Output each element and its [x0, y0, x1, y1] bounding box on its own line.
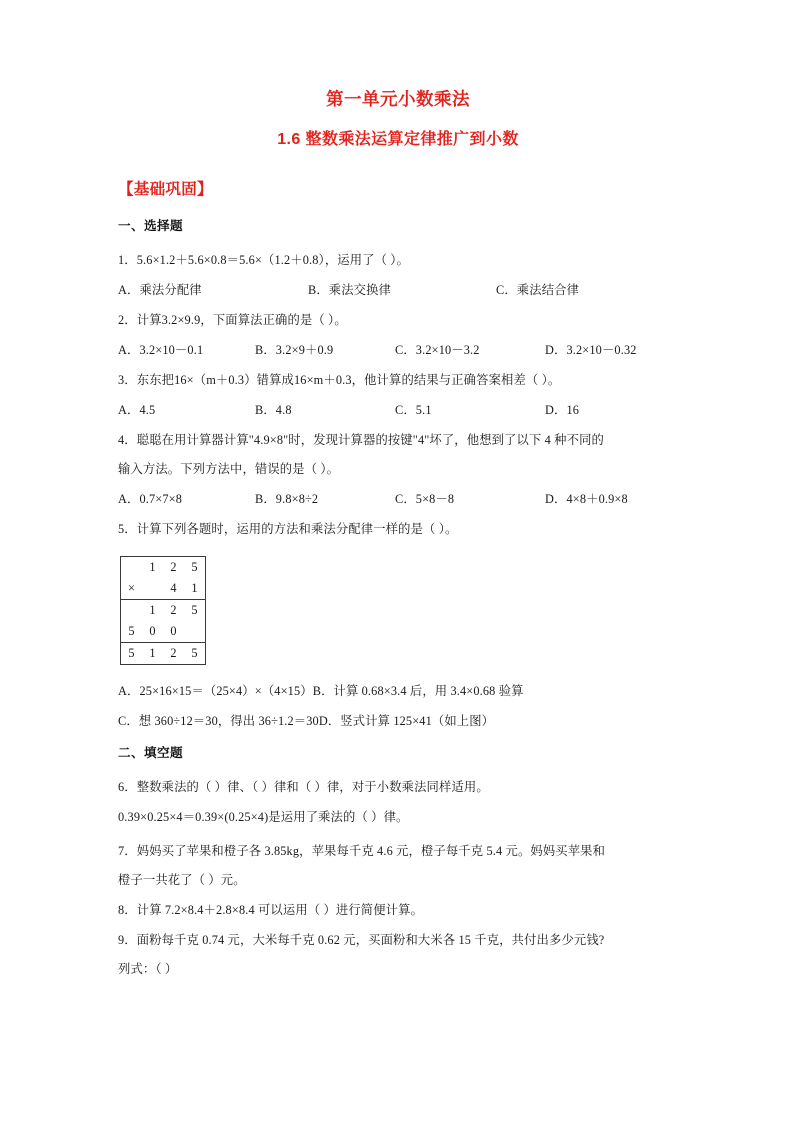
option-b[interactable]: B．3.2×9＋0.9: [255, 342, 334, 357]
question-9-line1: 9．面粉每千克 0.74 元，大米每千克 0.62 元，买面粉和大米各 15 千克，共付出多少元钱?: [118, 932, 605, 947]
table-row: [121, 556, 206, 578]
cell: 1: [149, 645, 156, 660]
cell: 5: [128, 645, 135, 660]
question-8-text: 8．计算 7.2×8.4＋2.8×8.4 可以运用（ ）进行简便计算。: [118, 902, 424, 917]
question-3-text: 3．东东把16×（m＋0.3）错算成16×m＋0.3，他计算的结果与正确答案相差（ ）。: [118, 372, 561, 387]
table-row: [121, 599, 206, 621]
cell: 1: [184, 578, 206, 600]
cell: [121, 556, 143, 578]
option-c[interactable]: C．5×8－8: [395, 491, 455, 506]
question-2-options: [118, 337, 678, 364]
section-badge: 【基础巩固】: [118, 180, 213, 198]
option-a[interactable]: A．0.7×7×8: [118, 491, 183, 506]
table-row: [121, 621, 206, 643]
option-d[interactable]: D．16: [545, 402, 580, 417]
question-5-text: 5．计算下列各题时，运用的方法和乘法分配律一样的是（ ）。: [118, 521, 458, 536]
option-b[interactable]: B．乘法交换律: [308, 282, 392, 297]
option-d[interactable]: D．4×8＋0.9×8: [545, 491, 628, 506]
cell: 5: [191, 645, 198, 660]
cell: [184, 621, 206, 643]
question-6-line2: 0.39×0.25×4＝0.39×(0.25×4)是运用了乘法的（ ）律。: [118, 809, 409, 824]
option-b[interactable]: B．9.8×8÷2: [255, 491, 319, 506]
cell: 1: [149, 602, 156, 617]
table-row: [121, 642, 206, 664]
question-1-text: 1．5.6×1.2＋5.6×0.8＝5.6×（1.2＋0.8），运用了（ ）。: [118, 252, 410, 267]
cell: 2: [170, 602, 177, 617]
option-c[interactable]: C．3.2×10－3.2: [395, 342, 480, 357]
question-3-options: [118, 397, 678, 424]
question-1-options: [118, 277, 678, 304]
question-7-line1: 7．妈妈买了苹果和橙子各 3.85kg，苹果每千克 4.6 元，橙子每千克 5.4 元。妈妈买苹果和: [118, 843, 606, 858]
cell: 5: [191, 559, 198, 574]
cell: [142, 578, 163, 600]
cell: 0: [142, 621, 163, 643]
part-heading-fill: 二、填空题: [118, 745, 183, 760]
question-4-text-line1: 4．聪聪在用计算器计算"4.9×8"时，发现计算器的按键"4"坏了，他想到了以下 4 种不同的: [118, 432, 604, 447]
option-c[interactable]: C．5.1: [395, 402, 432, 417]
cell: 4: [163, 578, 184, 600]
option-a[interactable]: A．乘法分配律: [118, 282, 202, 297]
option-b[interactable]: B．4.8: [255, 402, 292, 417]
cell: 1: [149, 559, 156, 574]
cell: [121, 599, 143, 621]
question-4-options: [118, 486, 678, 513]
page-content: [118, 88, 678, 986]
cell: 2: [170, 559, 177, 574]
cell: 5: [191, 602, 198, 617]
table-row: [121, 578, 206, 600]
question-9-line2: 列式：（ ）: [118, 961, 178, 976]
cell: ×: [121, 578, 143, 600]
question-5-options-line1[interactable]: A．25×16×15＝（25×4）×（4×15）B．计算 0.68×3.4 后，用 3.4×0.68 验算: [118, 683, 524, 698]
part-heading-choice: 一、选择题: [118, 218, 183, 233]
option-a[interactable]: A．3.2×10－0.1: [118, 342, 204, 357]
question-5-options-line2[interactable]: C．想 360÷12＝30，得出 36÷1.2＝30D．竖式计算 125×41（如上图）: [118, 713, 495, 728]
option-a[interactable]: A．4.5: [118, 402, 156, 417]
question-6-line1: 6．整数乘法的（ ）律、（ ）律和（ ）律，对于小数乘法同样适用。: [118, 779, 489, 794]
page-subtitle: 1.6 整数乘法运算定律推广到小数: [277, 130, 519, 148]
vertical-calc-body: [121, 556, 206, 664]
cell: 5: [121, 621, 143, 643]
page-title: 第一单元小数乘法: [326, 89, 470, 109]
option-c[interactable]: C．乘法结合律: [496, 282, 580, 297]
vertical-multiplication-figure: [120, 556, 678, 665]
option-d[interactable]: D．3.2×10－0.32: [545, 342, 637, 357]
question-2-text: 2．计算3.2×9.9，下面算法正确的是（ ）。: [118, 312, 347, 327]
cell: 0: [163, 621, 184, 643]
vertical-calc-table: [120, 556, 206, 665]
cell: 2: [170, 645, 177, 660]
question-7-line2: 橙子一共花了（ ）元。: [118, 872, 246, 887]
question-4-text-line2: 输入方法。下列方法中，错误的是（ ）。: [118, 461, 340, 476]
